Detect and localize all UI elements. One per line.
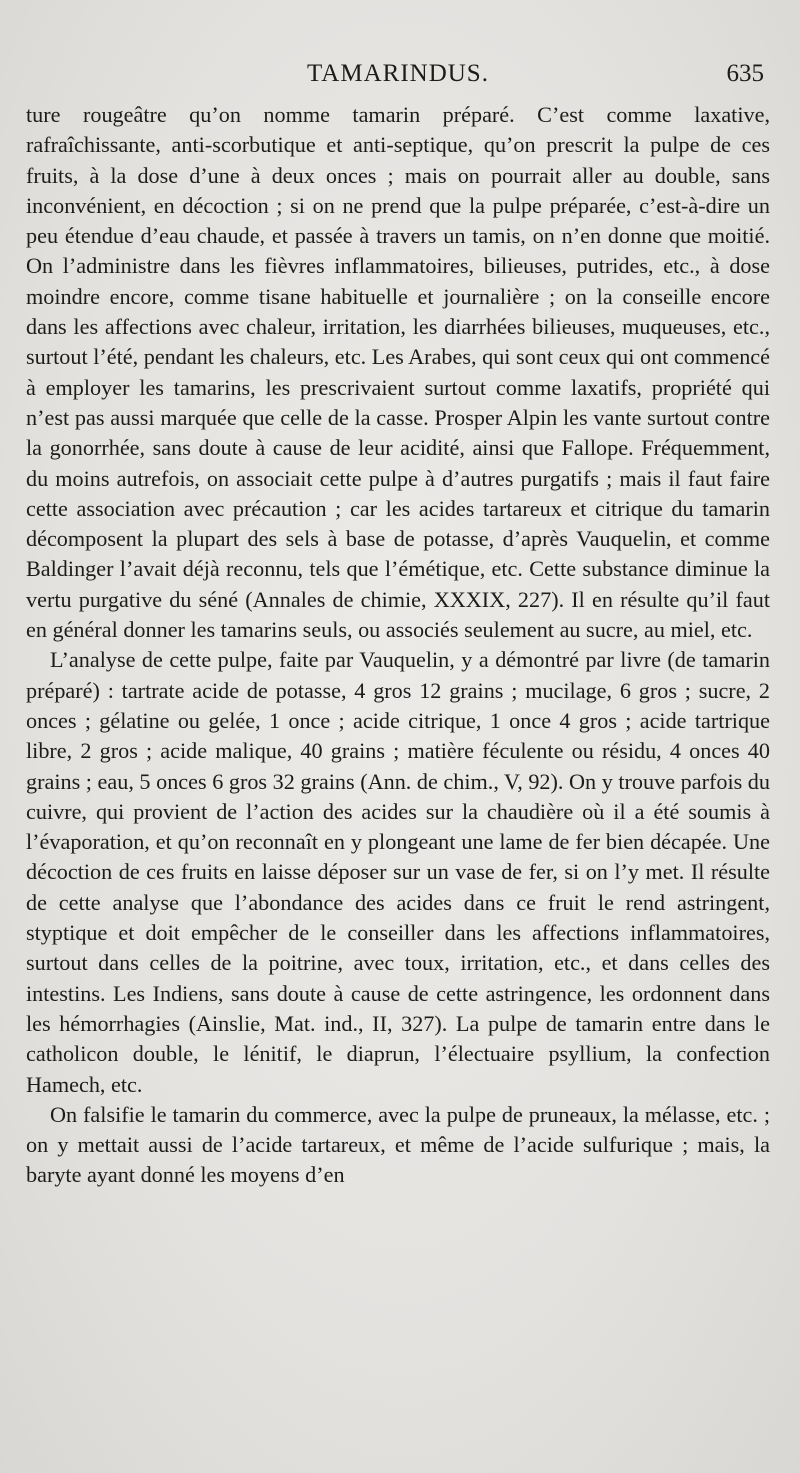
running-title: TAMARINDUS. <box>307 60 489 87</box>
body-text <box>26 100 770 1191</box>
page-number: 635 <box>726 60 764 87</box>
paragraph-analysis: L’analyse de cette pulpe, faite par Vauquelin, y a démontré par livre (de tamarin préparé) : tartrate acide de potasse, 4 gros 12 grains ; mucilage, 6 gros ; sucre, 2 onces ; gélatine ou gelée, 1 once ; acide citrique, 1 once 4 gros ; acide tartrique libre, 2 gros ; acide malique, 40 grains ; matière féculente ou résidu, 4 onces 40 grains ; eau, 5 onces 6 gros 32 grains (Ann. de chim., V, 92). On y trouve parfois du cuivre, qui provient de l’action des acides sur la chaudière où il a été soumis à l’évaporation, et qu’on reconnaît en y plongeant une lame de fer bien décapée. Une décoction de ces fruits en laisse déposer sur un vase de fer, si on l’y met. Il résulte de cette analyse que l’abondance des acides dans ce fruit le rend astringent, styptique et doit empêcher de le conseiller dans les affections inflammatoires, surtout dans celles de la poitrine, avec toux, irritation, etc., et dans celles des intestins. Les Indiens, sans doute à cause de cette astringence, les ordonnent dans les hémorrhagies (Ainslie, Mat. ind., II, 327). La pulpe de tamarin entre dans le catholicon double, le lénitif, le diaprun, l’électuaire psyllium, la confection Hamech, etc. <box>26 647 770 1097</box>
paragraph-falsification: On falsifie le tamarin du commerce, avec la pulpe de pruneaux, la mélasse, etc. ; on y mettait aussi de l’acide tartareux, et même de l’acide sulfurique ; mais, la baryte ayant donné les moyens d’en <box>26 1101 770 1188</box>
page-header <box>26 60 770 100</box>
paragraph-continuation: ture rougeâtre qu’on nomme tamarin préparé. C’est comme laxative, rafraîchissante, anti-scorbutique et anti-septique, qu’on prescrit la pulpe de ces fruits, à la dose d’une à deux onces ; mais on pourrait aller au double, sans inconvénient, en décoction ; si on ne prend que la pulpe préparée, c’est-à-dire un peu étendue d’eau chaude, et passée à travers un tamis, on n’en donne que moitié. On l’administre dans les fièvres inflammatoires, bilieuses, putrides, etc., à dose moindre encore, comme tisane habituelle et journalière ; on la conseille encore dans les affections avec chaleur, irritation, les diarrhées bilieuses, muqueuses, etc., surtout l’été, pendant les chaleurs, etc. Les Arabes, qui sont ceux qui ont commencé à employer les tamarins, les prescrivaient surtout comme laxatifs, propriété qui n’est pas aussi marquée que celle de la casse. Prosper Alpin les vante surtout contre la gonorrhée, sans doute à cause de leur acidité, ainsi que Fallope. Fréquemment, du moins autrefois, on associait cette pulpe à d’autres purgatifs ; mais il faut faire cette association avec précaution ; car les acides tartareux et citrique du tamarin décomposent la plupart des sels à base de potasse, d’après Vauquelin, et comme Baldinger l’avait déjà reconnu, tels que l’émétique, etc. Cette substance diminue la vertu purgative du séné (Annales de chimie, XXXIX, 227). Il en résulte qu’il faut en général donner les tamarins seuls, ou associés seulement au sucre, au miel, etc. <box>26 102 770 643</box>
